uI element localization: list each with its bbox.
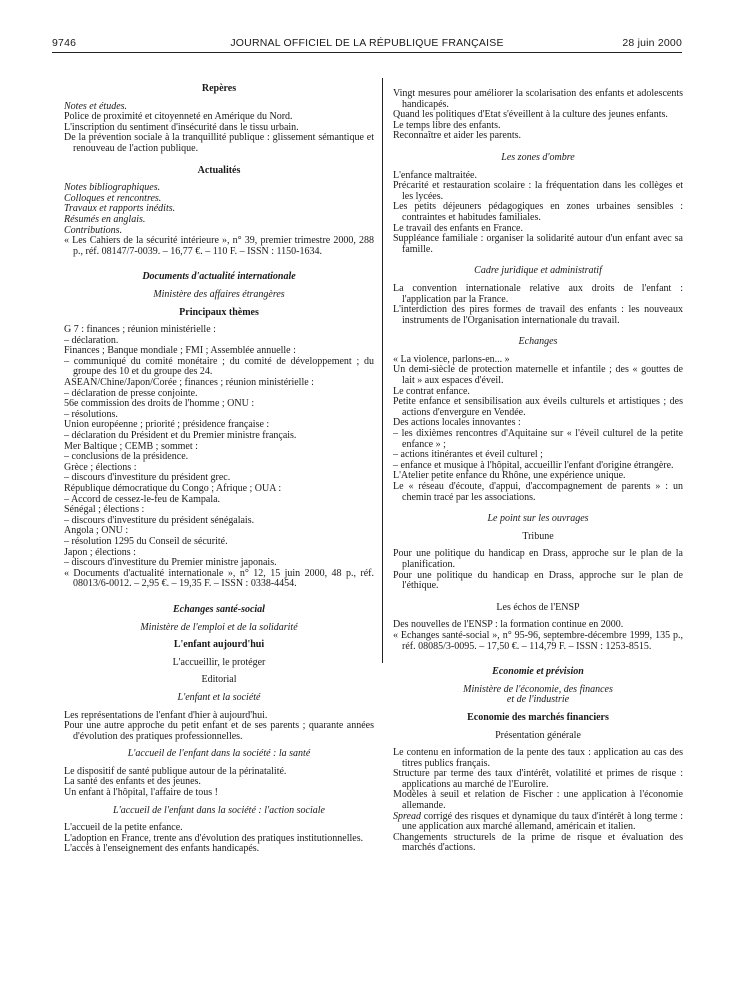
list-item: Structure par terme des taux d'intérêt, volatilité et primes de risque : applications au marché de l'Eurolire. xyxy=(393,768,683,790)
list-item: G 7 : finances ; réunion ministérielle : xyxy=(64,324,216,336)
list-item: – conclusions de la présidence. xyxy=(64,451,189,463)
list-item: Angola ; ONU : xyxy=(64,525,129,537)
list-item: Le « réseau d'écoute, d'appui, d'accompagnement de parents » : un chemin tracé par les associations. xyxy=(393,481,683,503)
publication-reference: « Les Cahiers de la sécurité intérieure », n° 39, premier trimestre 2000, 288 p., réf. 08147/7-0039. – 16,77 €. – 110 F. – ISSN : 1150-1634. xyxy=(64,235,374,257)
subtitle: L'accueillir, le protéger xyxy=(172,656,266,668)
subsection-title: Principaux thèmes xyxy=(179,306,259,318)
list-item: – déclaration. xyxy=(64,334,119,346)
list-item: Japon ; élections : xyxy=(64,546,136,558)
list-item: République démocratique du Congo ; Afrique ; OUA : xyxy=(64,483,282,494)
list-item: Changements structurels de la prime de risque et évaluation des marchés d'actions. xyxy=(393,831,683,854)
ministry-name: Ministère de l'emploi et de la solidarité xyxy=(140,621,298,633)
left-column xyxy=(64,84,374,855)
ministry-name: Ministère de l'économie, des finances xyxy=(463,683,613,695)
list-item: – discours d'investiture du Premier ministre japonais. xyxy=(64,557,277,569)
list-item: – Accord de cessez-le-feu de Kampala. xyxy=(64,493,221,505)
right-column xyxy=(393,89,683,854)
list-item: L'accès à l'enseignement des enfants handicapés. xyxy=(64,843,260,855)
list-item: L'enfance maltraitée. xyxy=(393,169,477,181)
list-item: Un demi-siècle de protection maternelle et infantile ; des « gouttes de lait » aux espaces d'éveil. xyxy=(393,364,683,387)
rubric-title: Les zones d'ombre xyxy=(501,151,575,163)
list-item: Contributions. xyxy=(64,224,123,236)
list-item: 56e commission des droits de l'homme ; ONU : xyxy=(64,398,255,410)
header-rule xyxy=(52,52,682,53)
list-item: – discours d'investiture du président sénégalais. xyxy=(64,514,255,526)
list-item: – les dixièmes rencontres d'Aquitaine sur « l'éveil culturel de la petite enfance » ; xyxy=(393,428,683,450)
section-title-eco: Economie et prévision xyxy=(492,666,584,678)
list-item: « La violence, parlons-en... » xyxy=(393,353,510,365)
list-item: L'inscription du sentiment d'insécurité dans le tissu urbain. xyxy=(64,121,299,133)
list-item: Pour une politique du handicap en Drass, approche sur le plan de la planification. xyxy=(393,548,683,570)
rubric-title: L'accueil de l'enfant dans la société : l'action sociale xyxy=(113,804,325,816)
page-number: 9746 xyxy=(52,37,77,49)
list-item: De la prévention sociale à la tranquillité publique : glissement sémantique et renouveau de l'action publique. xyxy=(64,132,374,154)
list-item: L'interdiction des pires formes de travail des enfants : les nouveaux instruments de l'Organisation internationale du travail. xyxy=(393,304,683,326)
subsection-title: Economie des marchés financiers xyxy=(467,711,609,723)
list-item: Quand les politiques d'Etat s'éveillent à la culture des jeunes enfants. xyxy=(393,109,668,121)
list-item: Le contrat enfance. xyxy=(393,385,470,397)
list-item: – déclaration de presse conjointe. xyxy=(64,387,198,399)
list-item: Reconnaître et aider les parents. xyxy=(393,130,521,142)
list-item: Sénégal ; élections : xyxy=(64,504,145,516)
list-item: Modèles à seuil et relation de Fischer : une application à l'économie allemande. xyxy=(393,789,683,812)
ministry-name-cont: et de l'industrie xyxy=(506,694,570,706)
list-item: Police de proximité et citoyenneté en Amérique du Nord. xyxy=(64,111,293,123)
list-item xyxy=(393,812,683,833)
spread-term: Spread xyxy=(393,810,421,822)
list-item: L'adoption en France, trente ans d'évolution des pratiques institutionnelles. xyxy=(64,832,364,844)
rubric-title: L'enfant et la société xyxy=(177,691,261,703)
list-item: Suppléance familiale : organiser la solidarité autour d'un enfant avec sa famille. xyxy=(393,233,683,255)
tribune-label: Tribune xyxy=(522,530,554,542)
list-item: Notes bibliographiques. xyxy=(64,182,161,194)
rubric-title: Echanges xyxy=(518,336,558,348)
subsection-title: L'enfant aujourd'hui xyxy=(173,639,265,651)
page-header xyxy=(52,37,682,51)
list-item: Des nouvelles de l'ENSP : la formation continue en 2000. xyxy=(393,619,624,631)
rubric-title: Le point sur les ouvrages xyxy=(487,513,589,525)
publication-reference: « Documents d'actualité internationale », n° 12, 15 juin 2000, 48 p., réf. 08013/6-0012. – 2,95 €. – 19,35 F. – ISSN : 0338-4454. xyxy=(64,567,374,590)
list-item: Les petits déjeuners pédagogiques en zones urbaines sensibles : contraintes et habitudes familiales. xyxy=(393,201,683,223)
list-item: Un enfant à l'hôpital, l'affaire de tous ! xyxy=(64,787,218,799)
list-item: Pour une autre approche du petit enfant et de ses parents ; quarante années d'évolution des pratiques professionnelles. xyxy=(64,720,374,742)
ministry-name: Ministère des affaires étrangères xyxy=(153,288,285,300)
issue-date: 28 juin 2000 xyxy=(622,37,682,49)
section-title-docs: Documents d'actualité internationale xyxy=(142,271,296,283)
list-item: ASEAN/Chine/Japon/Corée ; finances ; réunion ministérielle : xyxy=(64,377,314,389)
list-item: La santé des enfants et des jeunes. xyxy=(64,776,201,788)
journal-title: JOURNAL OFFICIEL DE LA RÉPUBLIQUE FRANÇAISE xyxy=(230,37,504,49)
list-item: Les représentations de l'enfant d'hier à aujourd'hui. xyxy=(64,709,268,721)
section-title-echanges: Echanges santé-social xyxy=(173,603,265,615)
list-item: – discours d'investiture du président grec. xyxy=(64,472,231,484)
column-divider xyxy=(382,78,383,663)
list-item: Résumés en anglais. xyxy=(64,213,146,225)
list-item: Petite enfance et sensibilisation aux éveils culturels et artistiques ; des actions d'envergure en Vendée. xyxy=(393,396,683,418)
rubric-title: L'accueil de l'enfant dans la société : la santé xyxy=(127,748,311,760)
list-item: Colloques et rencontres. xyxy=(64,192,162,204)
rubric-title: Cadre juridique et administratif xyxy=(474,265,602,277)
list-item: Notes et études. xyxy=(64,100,128,112)
list-item: La convention internationale relative aux droits de l'enfant : l'application par la France. xyxy=(393,282,683,305)
list-item: – déclaration du Président et du Premier ministre français. xyxy=(64,430,297,442)
list-item: Le travail des enfants en France. xyxy=(393,222,523,234)
presentation-label: Présentation générale xyxy=(495,729,581,741)
list-item: Travaux et rapports inédits. xyxy=(64,203,176,215)
list-item: – actions itinérantes et éveil culturel ; xyxy=(393,449,543,461)
publication-reference: « Echanges santé-social », n° 95-96, septembre-décembre 1999, 135 p., réf. 08085/3-0095. – 17,50 €. – 114,79 F. – ISSN : 1253-8515. xyxy=(393,629,683,652)
list-item: L'accueil de la petite enfance. xyxy=(64,822,183,834)
list-item: – enfance et musique à l'hôpital, accueillir l'enfant d'origine étrangère. xyxy=(393,459,674,471)
list-item: – communiqué du comité monétaire ; du comité de développement ; du groupe des 10 et du groupe des 24. xyxy=(64,355,374,378)
list-item: Union européenne ; priorité ; présidence française : xyxy=(64,419,270,431)
list-item: Le dispositif de santé publique autour de la périnatalité. xyxy=(64,765,287,777)
editorial-label: Editorial xyxy=(201,674,237,686)
list-item: Des actions locales innovantes : xyxy=(393,417,521,429)
spread-text: corrigé des risques et dynamique du taux d'intérêt à long terme : une application aux marché allemand, américain et italien. xyxy=(402,810,683,833)
list-item: Précarité et restauration scolaire : la fréquentation dans les collèges et les lycées. xyxy=(393,180,683,202)
list-item: Le contenu en information de la pente des taux : application au cas des titres publics français. xyxy=(393,747,683,769)
list-item: L'Atelier petite enfance du Rhône, une expérience unique. xyxy=(393,470,626,482)
list-item: Le temps libre des enfants. xyxy=(393,119,501,131)
section-title-actualites: Actualités xyxy=(197,164,241,176)
section-title-reperes: Repères xyxy=(201,83,237,94)
list-item: Mer Baltique ; CEMB ; sommet : xyxy=(64,440,198,452)
list-item: Vingt mesures pour améliorer la scolarisation des enfants et adolescents handicapés. xyxy=(393,88,683,110)
list-item: Finances ; Banque mondiale ; FMI ; Assemblée annuelle : xyxy=(64,345,296,357)
list-item: – résolutions. xyxy=(64,408,118,420)
list-item: – résolution 1295 du Conseil de sécurité. xyxy=(64,535,228,547)
list-item: Pour une politique du handicap en Drass, approche sur le plan de l'éthique. xyxy=(393,569,683,592)
ensp-title: Les échos de l'ENSP xyxy=(496,601,580,613)
list-item: Grèce ; élections : xyxy=(64,461,137,473)
